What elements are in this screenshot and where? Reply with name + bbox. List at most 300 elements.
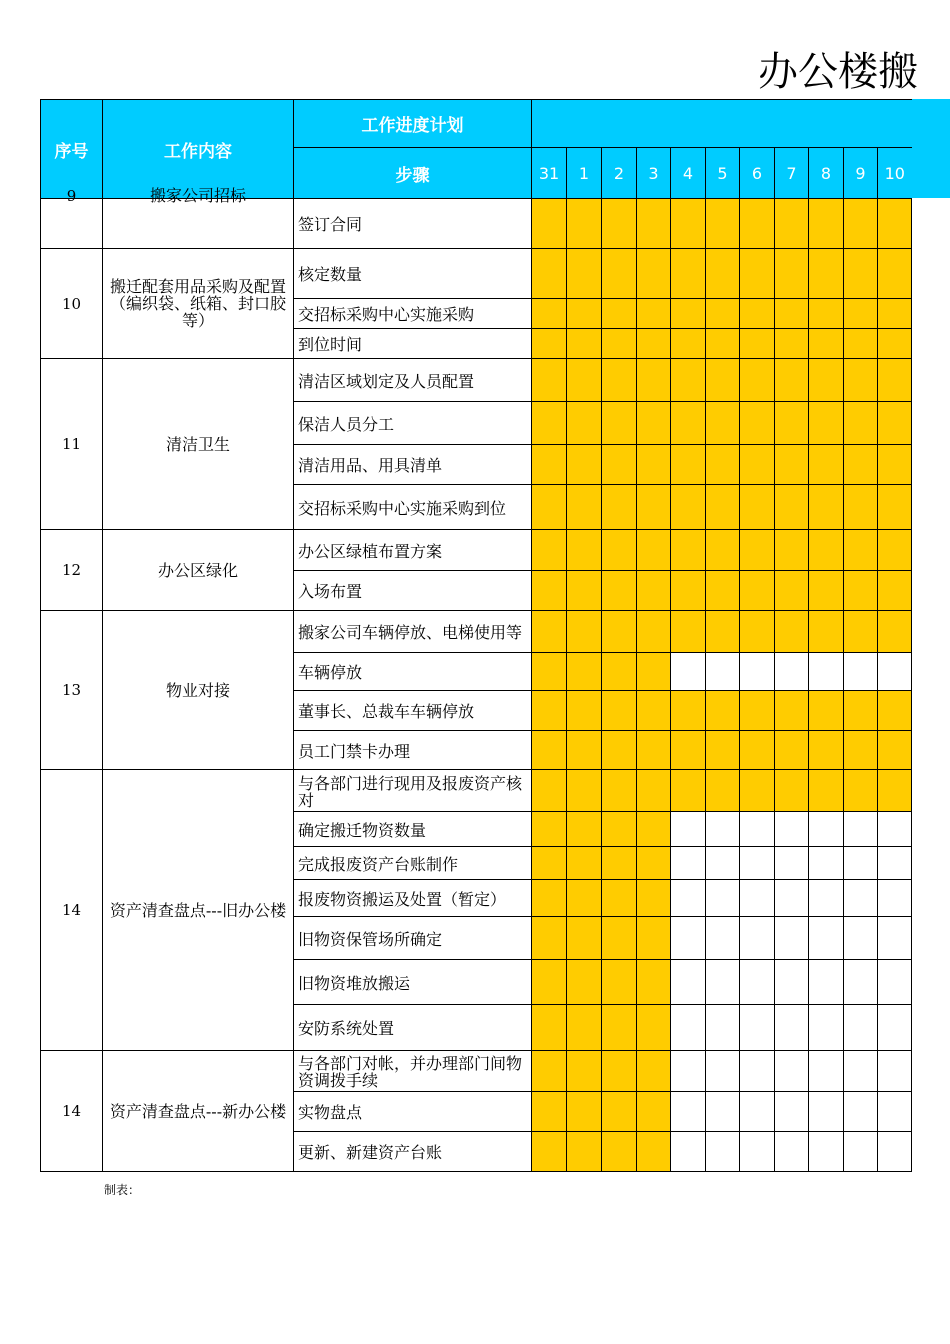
schedule-cell-active <box>740 611 775 653</box>
schedule-cell-active <box>602 611 637 653</box>
step-cell: 入场布置 <box>294 571 532 611</box>
schedule-cell-empty <box>844 847 878 880</box>
schedule-cell-active <box>637 299 671 329</box>
schedule-cell-active <box>567 1132 602 1172</box>
schedule-cell-active <box>878 770 912 812</box>
schedule-cell-active <box>671 299 706 329</box>
step-cell: 董事长、总裁车车辆停放 <box>294 691 532 731</box>
schedule-cell-active <box>671 731 706 770</box>
schedule-cell-active <box>637 199 671 249</box>
schedule-cell-active <box>602 691 637 731</box>
schedule-cell-empty <box>740 847 775 880</box>
schedule-cell-active <box>532 880 567 917</box>
header-day: 31 <box>532 148 567 199</box>
schedule-cell-empty <box>878 653 912 691</box>
schedule-cell-empty <box>844 1092 878 1132</box>
schedule-cell-empty <box>740 1051 775 1092</box>
schedule-cell-active <box>567 359 602 402</box>
schedule-cell-active <box>567 402 602 445</box>
header-day: 10 <box>878 148 912 199</box>
schedule-cell-active <box>809 249 844 299</box>
schedule-cell-active <box>637 571 671 611</box>
step-cell: 交招标采购中心实施采购 <box>294 299 532 329</box>
schedule-cell-active <box>809 445 844 485</box>
schedule-cell-active <box>532 1005 567 1051</box>
schedule-cell-empty <box>775 1132 809 1172</box>
schedule-cell-active <box>567 485 602 530</box>
schedule-table <box>40 99 912 1172</box>
schedule-cell-active <box>775 299 809 329</box>
seq-cell: 14 <box>41 770 103 1051</box>
schedule-cell-active <box>809 731 844 770</box>
seq-cell: 13 <box>41 611 103 770</box>
schedule-cell-empty <box>740 880 775 917</box>
footer-maker: 制表： <box>104 1183 141 1197</box>
schedule-cell-active <box>602 770 637 812</box>
schedule-cell-empty <box>878 880 912 917</box>
schedule-cell-active <box>637 485 671 530</box>
step-cell: 到位时间 <box>294 329 532 359</box>
step-cell: 签订合同 <box>294 199 532 249</box>
header-day: 6 <box>740 148 775 199</box>
step-cell: 员工门禁卡办理 <box>294 731 532 770</box>
schedule-cell-empty <box>844 653 878 691</box>
schedule-cell-active <box>602 445 637 485</box>
schedule-cell-active <box>602 571 637 611</box>
schedule-cell-empty <box>740 1132 775 1172</box>
schedule-cell-empty <box>775 1092 809 1132</box>
schedule-cell-active <box>567 329 602 359</box>
schedule-cell-active <box>532 653 567 691</box>
schedule-cell-active <box>706 299 740 329</box>
schedule-cell-active <box>740 402 775 445</box>
schedule-cell-active <box>602 1051 637 1092</box>
schedule-cell-active <box>844 299 878 329</box>
schedule-cell-active <box>671 402 706 445</box>
schedule-cell-active <box>671 485 706 530</box>
schedule-cell-active <box>637 1092 671 1132</box>
schedule-cell-empty <box>671 1092 706 1132</box>
schedule-cell-active <box>671 611 706 653</box>
schedule-cell-empty <box>706 960 740 1005</box>
schedule-cell-active <box>706 571 740 611</box>
schedule-cell-active <box>844 530 878 571</box>
step-cell: 确定搬迁物资数量 <box>294 812 532 847</box>
header-seq: 序号 <box>41 100 103 199</box>
schedule-cell-active <box>878 359 912 402</box>
schedule-cell-active <box>706 199 740 249</box>
schedule-cell-active <box>740 530 775 571</box>
schedule-cell-active <box>706 249 740 299</box>
schedule-cell-empty <box>775 1051 809 1092</box>
schedule-cell-active <box>809 359 844 402</box>
schedule-cell-active <box>602 847 637 880</box>
schedule-cell-empty <box>740 812 775 847</box>
schedule-cell-active <box>740 359 775 402</box>
schedule-cell-active <box>809 611 844 653</box>
schedule-cell-active <box>637 917 671 960</box>
schedule-cell-active <box>809 571 844 611</box>
schedule-cell-empty <box>809 653 844 691</box>
schedule-cell-active <box>878 299 912 329</box>
header-day: 3 <box>637 148 671 199</box>
schedule-cell-empty <box>671 960 706 1005</box>
schedule-cell-empty <box>706 917 740 960</box>
schedule-cell-empty <box>809 847 844 880</box>
step-cell: 报废物资搬运及处置（暂定） <box>294 880 532 917</box>
schedule-cell-active <box>532 1051 567 1092</box>
schedule-cell-active <box>602 1132 637 1172</box>
schedule-cell-active <box>844 485 878 530</box>
header-day: 4 <box>671 148 706 199</box>
schedule-cell-active <box>809 770 844 812</box>
schedule-cell-active <box>706 445 740 485</box>
schedule-cell-active <box>602 485 637 530</box>
step-cell: 清洁区域划定及人员配置 <box>294 359 532 402</box>
schedule-cell-active <box>740 770 775 812</box>
schedule-cell-active <box>567 653 602 691</box>
schedule-cell-empty <box>775 847 809 880</box>
schedule-cell-active <box>844 359 878 402</box>
seq-cell: 11 <box>41 359 103 530</box>
schedule-cell-empty <box>809 960 844 1005</box>
schedule-cell-active <box>671 770 706 812</box>
schedule-cell-active <box>740 731 775 770</box>
schedule-cell-active <box>844 731 878 770</box>
schedule-cell-empty <box>809 1092 844 1132</box>
schedule-cell-active <box>567 445 602 485</box>
schedule-cell-active <box>637 329 671 359</box>
schedule-cell-active <box>878 530 912 571</box>
schedule-cell-active <box>637 812 671 847</box>
step-cell: 完成报废资产台账制作 <box>294 847 532 880</box>
schedule-cell-empty <box>844 1051 878 1092</box>
schedule-cell-active <box>637 880 671 917</box>
schedule-cell-empty <box>671 847 706 880</box>
content-cell: 物业对接 <box>103 611 294 770</box>
schedule-cell-active <box>637 691 671 731</box>
schedule-cell-active <box>602 359 637 402</box>
schedule-cell-empty <box>671 1132 706 1172</box>
schedule-cell-active <box>637 960 671 1005</box>
schedule-cell-active <box>567 847 602 880</box>
step-cell: 核定数量 <box>294 249 532 299</box>
schedule-cell-active <box>878 611 912 653</box>
schedule-cell-active <box>602 199 637 249</box>
schedule-cell-active <box>878 445 912 485</box>
header-step: 步骤 <box>294 148 532 199</box>
schedule-cell-active <box>567 812 602 847</box>
schedule-cell-active <box>602 731 637 770</box>
schedule-cell-active <box>532 960 567 1005</box>
header-plan: 工作进度计划 <box>294 100 532 148</box>
schedule-cell-active <box>532 329 567 359</box>
content-cell: 资产清查盘点---新办公楼 <box>103 1051 294 1172</box>
schedule-cell-active <box>532 917 567 960</box>
schedule-cell-active <box>740 329 775 359</box>
schedule-cell-active <box>602 812 637 847</box>
schedule-cell-empty <box>706 1005 740 1051</box>
schedule-cell-active <box>775 530 809 571</box>
schedule-cell-empty <box>671 653 706 691</box>
header-day: 2 <box>602 148 637 199</box>
schedule-cell-active <box>567 917 602 960</box>
schedule-cell-active <box>706 402 740 445</box>
content-cell: 办公区绿化 <box>103 530 294 611</box>
schedule-cell-active <box>532 359 567 402</box>
schedule-cell-active <box>671 359 706 402</box>
seq-cell: 12 <box>41 530 103 611</box>
schedule-cell-active <box>567 299 602 329</box>
content-cell: 搬迁配套用品采购及配置（编织袋、纸箱、封口胶等） <box>103 249 294 359</box>
header-day: 1 <box>567 148 602 199</box>
seq-cell: 14 <box>41 1051 103 1172</box>
content-cell: 搬家公司招标 <box>103 199 294 249</box>
schedule-cell-active <box>775 770 809 812</box>
step-cell: 车辆停放 <box>294 653 532 691</box>
schedule-cell-active <box>637 359 671 402</box>
schedule-cell-active <box>809 530 844 571</box>
schedule-cell-active <box>637 847 671 880</box>
schedule-cell-active <box>637 611 671 653</box>
schedule-cell-empty <box>809 917 844 960</box>
schedule-cell-active <box>567 960 602 1005</box>
schedule-cell-active <box>637 445 671 485</box>
schedule-cell-active <box>878 485 912 530</box>
schedule-cell-active <box>775 402 809 445</box>
schedule-cell-empty <box>809 1051 844 1092</box>
schedule-cell-active <box>602 329 637 359</box>
schedule-cell-active <box>671 571 706 611</box>
schedule-cell-empty <box>775 917 809 960</box>
schedule-cell-empty <box>671 812 706 847</box>
schedule-cell-active <box>637 1132 671 1172</box>
schedule-cell-active <box>775 445 809 485</box>
schedule-cell-active <box>844 691 878 731</box>
schedule-cell-empty <box>844 1132 878 1172</box>
step-cell: 旧物资保管场所确定 <box>294 917 532 960</box>
schedule-cell-active <box>706 530 740 571</box>
schedule-cell-active <box>809 329 844 359</box>
table-row <box>41 199 912 249</box>
schedule-cell-active <box>532 299 567 329</box>
schedule-cell-active <box>844 402 878 445</box>
schedule-cell-active <box>637 402 671 445</box>
schedule-cell-active <box>878 731 912 770</box>
schedule-cell-active <box>637 249 671 299</box>
table-row <box>41 359 912 402</box>
schedule-cell-active <box>706 359 740 402</box>
schedule-cell-active <box>567 691 602 731</box>
schedule-cell-active <box>775 611 809 653</box>
step-cell: 更新、新建资产台账 <box>294 1132 532 1172</box>
schedule-cell-active <box>844 445 878 485</box>
schedule-cell-active <box>671 530 706 571</box>
schedule-cell-active <box>602 249 637 299</box>
schedule-cell-empty <box>671 1005 706 1051</box>
step-cell: 与各部门进行现用及报废资产核对 <box>294 770 532 812</box>
schedule-cell-active <box>532 1132 567 1172</box>
schedule-cell-empty <box>706 1051 740 1092</box>
schedule-cell-empty <box>671 880 706 917</box>
schedule-cell-active <box>532 249 567 299</box>
step-cell: 旧物资堆放搬运 <box>294 960 532 1005</box>
schedule-cell-empty <box>878 1005 912 1051</box>
step-cell: 交招标采购中心实施采购到位 <box>294 485 532 530</box>
schedule-cell-active <box>637 653 671 691</box>
schedule-cell-active <box>775 731 809 770</box>
schedule-cell-empty <box>706 847 740 880</box>
schedule-cell-active <box>706 691 740 731</box>
schedule-cell-active <box>532 847 567 880</box>
schedule-cell-empty <box>706 1132 740 1172</box>
schedule-cell-active <box>567 1005 602 1051</box>
schedule-cell-active <box>775 329 809 359</box>
schedule-cell-active <box>602 880 637 917</box>
header-content: 工作内容 <box>103 100 294 199</box>
schedule-cell-active <box>671 329 706 359</box>
schedule-cell-active <box>775 485 809 530</box>
schedule-cell-active <box>532 571 567 611</box>
step-cell: 办公区绿植布置方案 <box>294 530 532 571</box>
schedule-cell-active <box>602 530 637 571</box>
schedule-cell-active <box>567 611 602 653</box>
schedule-cell-active <box>740 199 775 249</box>
schedule-cell-empty <box>706 1092 740 1132</box>
schedule-cell-active <box>671 199 706 249</box>
schedule-cell-active <box>532 1092 567 1132</box>
schedule-cell-empty <box>775 960 809 1005</box>
schedule-cell-empty <box>740 1092 775 1132</box>
schedule-cell-empty <box>706 880 740 917</box>
step-cell: 保洁人员分工 <box>294 402 532 445</box>
schedule-cell-active <box>706 770 740 812</box>
seq-cell: 9 <box>41 199 103 249</box>
schedule-cell-active <box>740 485 775 530</box>
schedule-cell-empty <box>775 653 809 691</box>
schedule-cell-active <box>740 299 775 329</box>
schedule-cell-active <box>706 329 740 359</box>
schedule-cell-active <box>567 571 602 611</box>
header-day: 5 <box>706 148 740 199</box>
schedule-cell-active <box>775 249 809 299</box>
table-row <box>41 770 912 812</box>
schedule-cell-active <box>671 249 706 299</box>
schedule-cell-active <box>567 530 602 571</box>
schedule-cell-empty <box>706 812 740 847</box>
schedule-cell-active <box>567 249 602 299</box>
content-cell: 资产清查盘点---旧办公楼 <box>103 770 294 1051</box>
schedule-cell-active <box>602 653 637 691</box>
schedule-cell-active <box>532 731 567 770</box>
schedule-cell-active <box>775 691 809 731</box>
header-plan-blank <box>532 100 912 148</box>
schedule-cell-active <box>809 299 844 329</box>
schedule-cell-active <box>602 1005 637 1051</box>
schedule-cell-active <box>532 485 567 530</box>
table-header <box>41 100 912 199</box>
step-cell: 搬家公司车辆停放、电梯使用等 <box>294 611 532 653</box>
schedule-cell-active <box>740 249 775 299</box>
schedule-cell-active <box>878 249 912 299</box>
header-day: 7 <box>775 148 809 199</box>
step-cell: 与各部门对帐，并办理部门间物资调拨手续 <box>294 1051 532 1092</box>
schedule-cell-active <box>775 199 809 249</box>
schedule-cell-active <box>809 199 844 249</box>
schedule-cell-empty <box>706 653 740 691</box>
schedule-cell-active <box>637 1005 671 1051</box>
schedule-cell-active <box>532 530 567 571</box>
table-body <box>41 186 912 1172</box>
table-row <box>41 249 912 299</box>
schedule-cell-active <box>532 199 567 249</box>
schedule-cell-active <box>671 445 706 485</box>
header-day: 8 <box>809 148 844 199</box>
table-row <box>41 611 912 653</box>
schedule-cell-empty <box>775 1005 809 1051</box>
schedule-cell-empty <box>878 1132 912 1172</box>
schedule-cell-active <box>532 691 567 731</box>
step-cell: 安防系统处置 <box>294 1005 532 1051</box>
step-cell: 清洁用品、用具清单 <box>294 445 532 485</box>
schedule-cell-active <box>740 445 775 485</box>
schedule-cell-empty <box>844 1005 878 1051</box>
schedule-cell-active <box>637 1051 671 1092</box>
schedule-cell-active <box>706 611 740 653</box>
schedule-cell-active <box>844 199 878 249</box>
schedule-cell-active <box>602 960 637 1005</box>
schedule-cell-empty <box>844 960 878 1005</box>
schedule-cell-active <box>532 812 567 847</box>
schedule-cell-active <box>567 1092 602 1132</box>
schedule-cell-active <box>637 530 671 571</box>
schedule-cell-active <box>706 731 740 770</box>
schedule-cell-active <box>602 917 637 960</box>
schedule-cell-empty <box>809 812 844 847</box>
schedule-cell-empty <box>809 1005 844 1051</box>
schedule-cell-active <box>532 445 567 485</box>
schedule-cell-empty <box>878 1051 912 1092</box>
content-cell: 清洁卫生 <box>103 359 294 530</box>
schedule-cell-active <box>809 691 844 731</box>
schedule-cell-active <box>567 880 602 917</box>
schedule-cell-empty <box>809 1132 844 1172</box>
schedule-cell-active <box>844 770 878 812</box>
schedule-cell-empty <box>671 1051 706 1092</box>
schedule-cell-empty <box>740 1005 775 1051</box>
schedule-cell-active <box>809 402 844 445</box>
schedule-cell-empty <box>775 812 809 847</box>
schedule-cell-active <box>532 770 567 812</box>
schedule-cell-active <box>532 611 567 653</box>
schedule-cell-active <box>844 249 878 299</box>
schedule-cell-active <box>706 485 740 530</box>
schedule-cell-empty <box>740 917 775 960</box>
schedule-cell-active <box>775 359 809 402</box>
schedule-cell-active <box>878 402 912 445</box>
page-title: 办公楼搬 <box>758 49 918 95</box>
schedule-cell-empty <box>878 812 912 847</box>
schedule-cell-active <box>532 402 567 445</box>
table-row <box>41 1051 912 1092</box>
table-row <box>41 530 912 571</box>
schedule-cell-active <box>878 199 912 249</box>
schedule-cell-active <box>809 485 844 530</box>
step-cell: 实物盘点 <box>294 1092 532 1132</box>
schedule-cell-active <box>740 571 775 611</box>
schedule-cell-active <box>567 731 602 770</box>
schedule-cell-active <box>602 1092 637 1132</box>
